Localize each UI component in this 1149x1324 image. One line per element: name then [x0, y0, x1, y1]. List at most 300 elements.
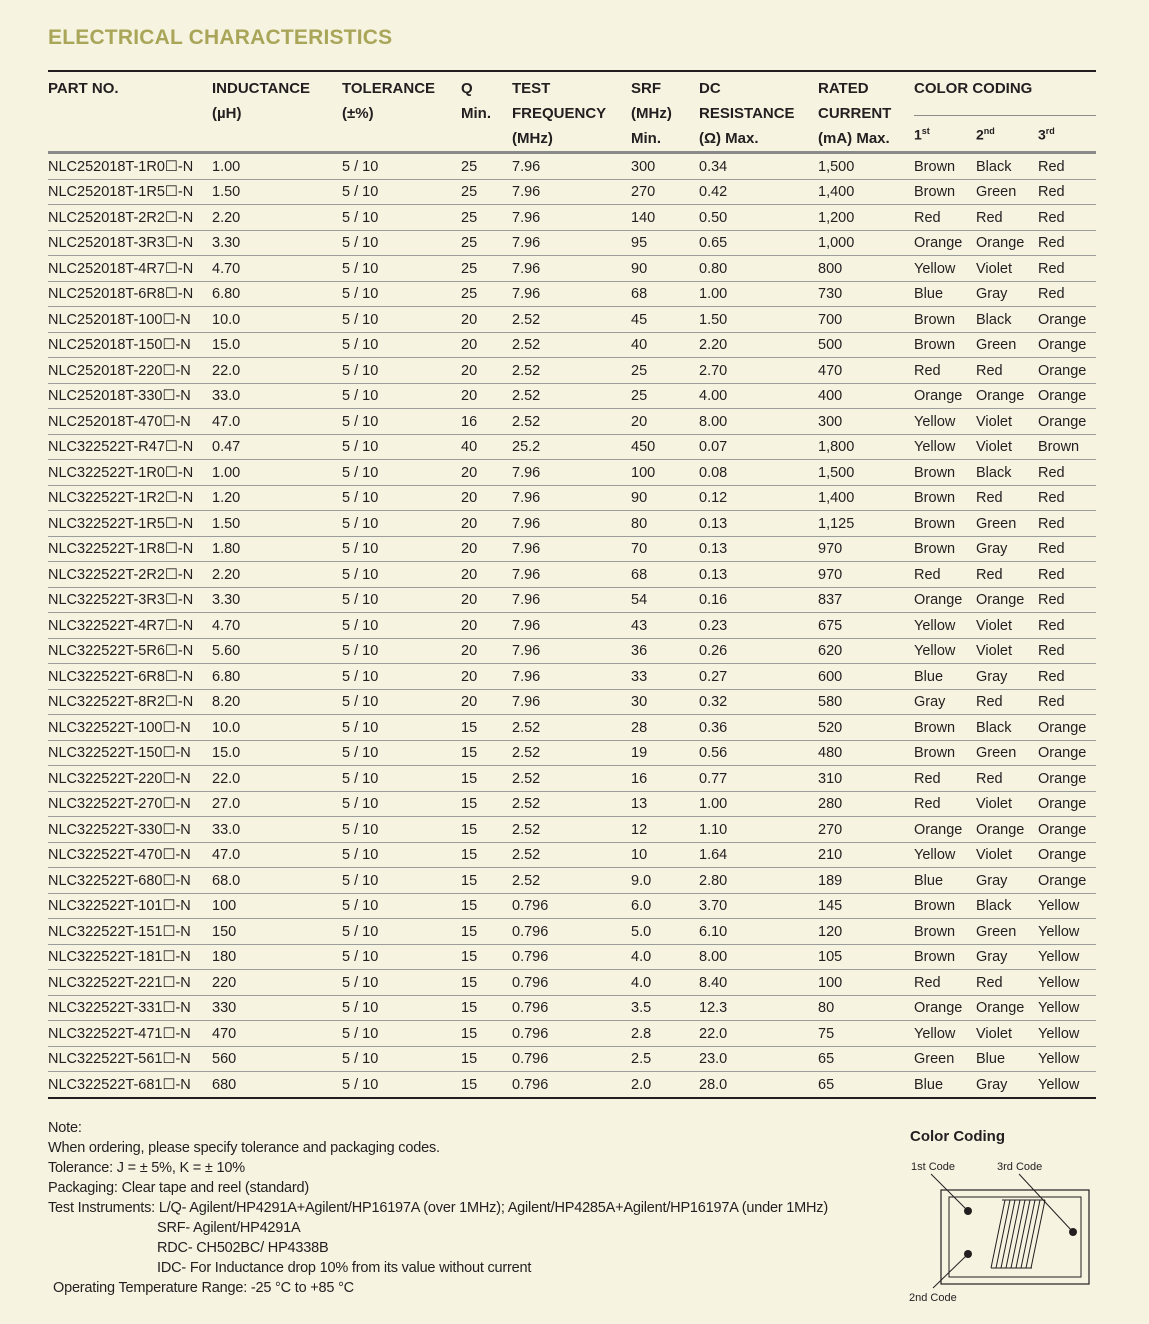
cell-dc-resistance: 0.16 [699, 588, 818, 614]
cell-tolerance: 5 / 10 [342, 154, 461, 180]
cell-tolerance: 5 / 10 [342, 639, 461, 665]
cell-color-2nd: Violet [976, 409, 1038, 435]
cell-inductance: 15.0 [212, 741, 342, 767]
cell-color-2nd: Black [976, 307, 1038, 333]
notes [48, 1118, 828, 1298]
header-cc-1st: 1st [914, 116, 976, 154]
table-row [48, 231, 1096, 257]
cell-color-1st: Brown [914, 307, 976, 333]
table-row [48, 282, 1096, 308]
cell-color-3rd: Red [1038, 511, 1096, 537]
cell-color-1st: Blue [914, 868, 976, 894]
cell-srf-min: 300 [631, 154, 699, 180]
cell-inductance: 3.30 [212, 588, 342, 614]
cell-color-2nd: Green [976, 919, 1038, 945]
cell-dc-resistance: 8.00 [699, 409, 818, 435]
cell-rated-current: 1,400 [818, 486, 914, 512]
cell-color-2nd: Red [976, 205, 1038, 231]
cell-srf-min: 270 [631, 180, 699, 206]
cell-part-no: NLC322522T-2R2☐-N [48, 562, 212, 588]
cell-rated-current: 65 [818, 1047, 914, 1073]
cell-dc-resistance: 1.10 [699, 817, 818, 843]
cell-color-1st: Brown [914, 741, 976, 767]
cell-dc-resistance: 1.00 [699, 792, 818, 818]
cell-test-frequency: 7.96 [512, 231, 631, 257]
cell-test-frequency: 2.52 [512, 868, 631, 894]
cell-q-min: 16 [461, 409, 512, 435]
cell-color-2nd: Red [976, 486, 1038, 512]
cell-dc-resistance: 0.13 [699, 537, 818, 563]
cell-q-min: 15 [461, 1072, 512, 1099]
cell-q-min: 20 [461, 664, 512, 690]
cell-tolerance: 5 / 10 [342, 715, 461, 741]
cell-part-no: NLC322522T-561☐-N [48, 1047, 212, 1073]
cell-test-frequency: 7.96 [512, 562, 631, 588]
cell-inductance: 33.0 [212, 384, 342, 410]
cell-srf-min: 25 [631, 384, 699, 410]
cell-inductance: 5.60 [212, 639, 342, 665]
cell-rated-current: 1,800 [818, 435, 914, 461]
cell-color-1st: Yellow [914, 613, 976, 639]
cell-color-2nd: Red [976, 358, 1038, 384]
cell-srf-min: 4.0 [631, 945, 699, 971]
cell-q-min: 20 [461, 460, 512, 486]
cell-part-no: NLC322522T-8R2☐-N [48, 690, 212, 716]
cell-test-frequency: 0.796 [512, 894, 631, 920]
header-inductance: INDUCTANCE (µH) [212, 72, 342, 154]
cell-srf-min: 140 [631, 205, 699, 231]
cell-color-1st: Brown [914, 894, 976, 920]
cell-test-frequency: 0.796 [512, 1072, 631, 1099]
cell-color-3rd: Orange [1038, 358, 1096, 384]
cell-color-3rd: Yellow [1038, 970, 1096, 996]
cell-tolerance: 5 / 10 [342, 358, 461, 384]
cell-color-3rd: Red [1038, 639, 1096, 665]
cell-color-3rd: Orange [1038, 868, 1096, 894]
cell-inductance: 6.80 [212, 664, 342, 690]
cell-srf-min: 68 [631, 282, 699, 308]
cell-rated-current: 1,500 [818, 154, 914, 180]
cell-rated-current: 1,125 [818, 511, 914, 537]
cell-test-frequency: 25.2 [512, 435, 631, 461]
table-row [48, 333, 1096, 359]
cell-tolerance: 5 / 10 [342, 486, 461, 512]
cell-color-1st: Brown [914, 511, 976, 537]
leader-2nd [933, 1255, 967, 1288]
cell-color-1st: Red [914, 792, 976, 818]
cell-color-3rd: Orange [1038, 384, 1096, 410]
cell-dc-resistance: 0.65 [699, 231, 818, 257]
cell-dc-resistance: 0.56 [699, 741, 818, 767]
cell-rated-current: 1,200 [818, 205, 914, 231]
cell-rated-current: 1,000 [818, 231, 914, 257]
header-rated-current: RATED CURRENT (mA) Max. [818, 72, 914, 154]
label-1st-code: 1st Code [911, 1161, 956, 1173]
cell-q-min: 25 [461, 205, 512, 231]
cell-color-3rd: Red [1038, 562, 1096, 588]
table-row [48, 588, 1096, 614]
cell-color-3rd: Red [1038, 180, 1096, 206]
cell-color-1st: Red [914, 970, 976, 996]
cell-part-no: NLC322522T-3R3☐-N [48, 588, 212, 614]
cell-color-2nd: Orange [976, 817, 1038, 843]
note-idc: IDC- For Inductance drop 10% from its value without current [157, 1260, 532, 1276]
note-packaging: Packaging: Clear tape and reel (standard) [48, 1180, 310, 1196]
cell-rated-current: 400 [818, 384, 914, 410]
cell-inductance: 2.20 [212, 205, 342, 231]
cell-test-frequency: 7.96 [512, 588, 631, 614]
cell-color-1st: Blue [914, 664, 976, 690]
cell-tolerance: 5 / 10 [342, 766, 461, 792]
cell-srf-min: 13 [631, 792, 699, 818]
cell-dc-resistance: 0.32 [699, 690, 818, 716]
cell-rated-current: 80 [818, 996, 914, 1022]
cell-test-frequency: 2.52 [512, 409, 631, 435]
cell-part-no: NLC252018T-1R0☐-N [48, 154, 212, 180]
table-row [48, 970, 1096, 996]
cell-color-2nd: Gray [976, 868, 1038, 894]
cell-tolerance: 5 / 10 [342, 384, 461, 410]
cell-q-min: 15 [461, 792, 512, 818]
cell-color-3rd: Orange [1038, 409, 1096, 435]
cell-srf-min: 4.0 [631, 970, 699, 996]
cell-q-min: 15 [461, 868, 512, 894]
cell-rated-current: 620 [818, 639, 914, 665]
cell-color-2nd: Red [976, 562, 1038, 588]
cell-color-1st: Yellow [914, 435, 976, 461]
cell-test-frequency: 7.96 [512, 690, 631, 716]
cell-rated-current: 189 [818, 868, 914, 894]
cell-color-2nd: Gray [976, 945, 1038, 971]
header-tolerance: TOLERANCE (±%) [342, 72, 461, 154]
cell-color-3rd: Red [1038, 282, 1096, 308]
cell-q-min: 15 [461, 919, 512, 945]
cell-rated-current: 480 [818, 741, 914, 767]
cell-rated-current: 580 [818, 690, 914, 716]
cell-inductance: 15.0 [212, 333, 342, 359]
cell-color-3rd: Yellow [1038, 945, 1096, 971]
cell-inductance: 4.70 [212, 613, 342, 639]
cell-srf-min: 40 [631, 333, 699, 359]
color-coding-title: Color Coding [910, 1128, 1005, 1145]
cell-srf-min: 2.5 [631, 1047, 699, 1073]
cell-color-2nd: Orange [976, 231, 1038, 257]
cell-color-1st: Blue [914, 282, 976, 308]
cell-rated-current: 145 [818, 894, 914, 920]
cell-inductance: 330 [212, 996, 342, 1022]
cell-inductance: 1.20 [212, 486, 342, 512]
cell-part-no: NLC322522T-100☐-N [48, 715, 212, 741]
cell-part-no: NLC322522T-5R6☐-N [48, 639, 212, 665]
cell-color-1st: Brown [914, 945, 976, 971]
cell-tolerance: 5 / 10 [342, 817, 461, 843]
table-row [48, 664, 1096, 690]
cell-dc-resistance: 1.50 [699, 307, 818, 333]
table-row [48, 435, 1096, 461]
note-rdc: RDC- CH502BC/ HP4338B [157, 1240, 329, 1256]
cell-color-3rd: Yellow [1038, 1021, 1096, 1047]
cell-color-2nd: Violet [976, 843, 1038, 869]
cell-srf-min: 20 [631, 409, 699, 435]
cell-dc-resistance: 1.00 [699, 282, 818, 308]
cell-inductance: 8.20 [212, 690, 342, 716]
cell-test-frequency: 7.96 [512, 537, 631, 563]
cell-part-no: NLC322522T-181☐-N [48, 945, 212, 971]
cell-dc-resistance: 12.3 [699, 996, 818, 1022]
cell-inductance: 33.0 [212, 817, 342, 843]
cell-tolerance: 5 / 10 [342, 282, 461, 308]
cell-inductance: 220 [212, 970, 342, 996]
cell-color-2nd: Red [976, 766, 1038, 792]
cell-color-3rd: Red [1038, 486, 1096, 512]
cell-color-3rd: Red [1038, 537, 1096, 563]
cell-dc-resistance: 0.23 [699, 613, 818, 639]
cell-color-1st: Blue [914, 1072, 976, 1099]
cell-part-no: NLC322522T-470☐-N [48, 843, 212, 869]
cell-inductance: 22.0 [212, 358, 342, 384]
cell-rated-current: 675 [818, 613, 914, 639]
cell-inductance: 27.0 [212, 792, 342, 818]
table-row [48, 205, 1096, 231]
cell-tolerance: 5 / 10 [342, 562, 461, 588]
cell-inductance: 2.20 [212, 562, 342, 588]
cell-srf-min: 2.0 [631, 1072, 699, 1099]
cell-color-1st: Red [914, 766, 976, 792]
cell-tolerance: 5 / 10 [342, 537, 461, 563]
cell-test-frequency: 7.96 [512, 256, 631, 282]
cell-test-frequency: 2.52 [512, 792, 631, 818]
cell-dc-resistance: 0.13 [699, 562, 818, 588]
cell-srf-min: 3.5 [631, 996, 699, 1022]
cell-srf-min: 100 [631, 460, 699, 486]
table-row [48, 384, 1096, 410]
table-row [48, 180, 1096, 206]
cell-tolerance: 5 / 10 [342, 460, 461, 486]
cell-inductance: 4.70 [212, 256, 342, 282]
cell-color-1st: Yellow [914, 1021, 976, 1047]
cell-color-1st: Brown [914, 333, 976, 359]
table-row [48, 996, 1096, 1022]
cell-color-1st: Red [914, 205, 976, 231]
table-row [48, 486, 1096, 512]
cell-srf-min: 12 [631, 817, 699, 843]
cell-color-3rd: Orange [1038, 792, 1096, 818]
table-row [48, 868, 1096, 894]
cell-part-no: NLC252018T-100☐-N [48, 307, 212, 333]
cell-rated-current: 700 [818, 307, 914, 333]
cell-tolerance: 5 / 10 [342, 970, 461, 996]
cell-color-1st: Brown [914, 715, 976, 741]
cell-part-no: NLC252018T-4R7☐-N [48, 256, 212, 282]
cell-dc-resistance: 0.26 [699, 639, 818, 665]
cell-color-3rd: Orange [1038, 333, 1096, 359]
cell-tolerance: 5 / 10 [342, 996, 461, 1022]
cell-part-no: NLC322522T-220☐-N [48, 766, 212, 792]
cell-rated-current: 730 [818, 282, 914, 308]
cell-dc-resistance: 0.36 [699, 715, 818, 741]
cell-part-no: NLC322522T-1R0☐-N [48, 460, 212, 486]
cell-tolerance: 5 / 10 [342, 894, 461, 920]
cell-q-min: 20 [461, 537, 512, 563]
table-row [48, 741, 1096, 767]
cell-inductance: 10.0 [212, 715, 342, 741]
cell-inductance: 1.50 [212, 180, 342, 206]
cell-test-frequency: 0.796 [512, 970, 631, 996]
table-row [48, 562, 1096, 588]
cell-part-no: NLC322522T-151☐-N [48, 919, 212, 945]
cell-color-3rd: Orange [1038, 817, 1096, 843]
cell-rated-current: 270 [818, 817, 914, 843]
label-2nd-code: 2nd Code [909, 1292, 957, 1304]
cell-part-no: NLC322522T-270☐-N [48, 792, 212, 818]
cell-dc-resistance: 23.0 [699, 1047, 818, 1073]
note-ordering: When ordering, please specify tolerance and packaging codes. [48, 1140, 440, 1156]
table-row [48, 1047, 1096, 1073]
cell-color-1st: Yellow [914, 409, 976, 435]
cell-part-no: NLC322522T-6R8☐-N [48, 664, 212, 690]
cell-color-2nd: Gray [976, 664, 1038, 690]
cell-rated-current: 310 [818, 766, 914, 792]
cell-srf-min: 33 [631, 664, 699, 690]
cell-rated-current: 65 [818, 1072, 914, 1099]
cell-q-min: 20 [461, 486, 512, 512]
cell-inductance: 0.47 [212, 435, 342, 461]
cell-part-no: NLC322522T-1R5☐-N [48, 511, 212, 537]
cell-tolerance: 5 / 10 [342, 690, 461, 716]
cell-part-no: NLC322522T-331☐-N [48, 996, 212, 1022]
cell-rated-current: 520 [818, 715, 914, 741]
cell-rated-current: 100 [818, 970, 914, 996]
cell-color-1st: Brown [914, 537, 976, 563]
winding-lines [991, 1200, 1045, 1268]
cell-color-2nd: Orange [976, 996, 1038, 1022]
cell-srf-min: 36 [631, 639, 699, 665]
cell-inductance: 1.00 [212, 154, 342, 180]
cell-srf-min: 28 [631, 715, 699, 741]
cell-srf-min: 43 [631, 613, 699, 639]
cell-tolerance: 5 / 10 [342, 333, 461, 359]
cell-q-min: 15 [461, 766, 512, 792]
header-test-frequency: TEST FREQUENCY (MHz) [512, 72, 631, 154]
cell-color-2nd: Black [976, 460, 1038, 486]
cell-color-1st: Orange [914, 817, 976, 843]
cell-q-min: 20 [461, 511, 512, 537]
table-row [48, 817, 1096, 843]
cell-test-frequency: 2.52 [512, 715, 631, 741]
cell-color-3rd: Orange [1038, 715, 1096, 741]
table-body [48, 154, 1096, 1099]
cell-rated-current: 500 [818, 333, 914, 359]
cell-test-frequency: 2.52 [512, 333, 631, 359]
cell-srf-min: 25 [631, 358, 699, 384]
cell-color-3rd: Yellow [1038, 1047, 1096, 1073]
cell-inductance: 180 [212, 945, 342, 971]
cell-color-2nd: Orange [976, 384, 1038, 410]
cell-dc-resistance: 0.34 [699, 154, 818, 180]
cell-part-no: NLC322522T-101☐-N [48, 894, 212, 920]
cell-color-2nd: Red [976, 970, 1038, 996]
table-row [48, 792, 1096, 818]
cell-rated-current: 470 [818, 358, 914, 384]
cell-inductance: 10.0 [212, 307, 342, 333]
cell-color-3rd: Yellow [1038, 919, 1096, 945]
cell-rated-current: 280 [818, 792, 914, 818]
cell-color-2nd: Violet [976, 1021, 1038, 1047]
cell-color-3rd: Red [1038, 588, 1096, 614]
cell-test-frequency: 7.96 [512, 180, 631, 206]
cell-color-1st: Gray [914, 690, 976, 716]
cell-part-no: NLC252018T-150☐-N [48, 333, 212, 359]
cell-q-min: 20 [461, 639, 512, 665]
table-row [48, 715, 1096, 741]
leader-3rd [1019, 1174, 1072, 1231]
cell-test-frequency: 7.96 [512, 205, 631, 231]
cell-test-frequency: 7.96 [512, 613, 631, 639]
cell-color-2nd: Violet [976, 639, 1038, 665]
cell-rated-current: 1,500 [818, 460, 914, 486]
cell-test-frequency: 7.96 [512, 664, 631, 690]
cell-dc-resistance: 4.00 [699, 384, 818, 410]
cell-dc-resistance: 0.13 [699, 511, 818, 537]
cell-srf-min: 90 [631, 256, 699, 282]
page-title: ELECTRICAL CHARACTERISTICS [48, 26, 393, 49]
cell-color-2nd: Green [976, 741, 1038, 767]
cell-inductance: 1.50 [212, 511, 342, 537]
cell-q-min: 15 [461, 843, 512, 869]
cell-color-2nd: Green [976, 333, 1038, 359]
cell-rated-current: 105 [818, 945, 914, 971]
cell-part-no: NLC322522T-1R2☐-N [48, 486, 212, 512]
color-coding-diagram [905, 1128, 1125, 1308]
cell-rated-current: 210 [818, 843, 914, 869]
cell-q-min: 15 [461, 1047, 512, 1073]
cell-part-no: NLC252018T-2R2☐-N [48, 205, 212, 231]
cell-color-3rd: Yellow [1038, 996, 1096, 1022]
table-row [48, 460, 1096, 486]
cell-color-3rd: Red [1038, 664, 1096, 690]
table-row [48, 511, 1096, 537]
cell-rated-current: 970 [818, 537, 914, 563]
cell-srf-min: 54 [631, 588, 699, 614]
table-row [48, 843, 1096, 869]
cell-q-min: 20 [461, 358, 512, 384]
cell-part-no: NLC322522T-1R8☐-N [48, 537, 212, 563]
cell-tolerance: 5 / 10 [342, 307, 461, 333]
cell-color-2nd: Black [976, 715, 1038, 741]
cell-test-frequency: 0.796 [512, 996, 631, 1022]
cell-tolerance: 5 / 10 [342, 180, 461, 206]
table-row [48, 690, 1096, 716]
cell-part-no: NLC322522T-150☐-N [48, 741, 212, 767]
table-row [48, 919, 1096, 945]
cell-color-3rd: Orange [1038, 766, 1096, 792]
cell-dc-resistance: 6.10 [699, 919, 818, 945]
cell-rated-current: 300 [818, 409, 914, 435]
table-row [48, 1021, 1096, 1047]
cell-srf-min: 16 [631, 766, 699, 792]
cell-srf-min: 6.0 [631, 894, 699, 920]
cell-tolerance: 5 / 10 [342, 792, 461, 818]
cell-color-1st: Yellow [914, 639, 976, 665]
cell-color-1st: Brown [914, 180, 976, 206]
cell-color-2nd: Gray [976, 1072, 1038, 1099]
cell-tolerance: 5 / 10 [342, 409, 461, 435]
cell-inductance: 150 [212, 919, 342, 945]
cell-q-min: 15 [461, 894, 512, 920]
cell-dc-resistance: 22.0 [699, 1021, 818, 1047]
cell-test-frequency: 7.96 [512, 639, 631, 665]
cell-inductance: 68.0 [212, 868, 342, 894]
